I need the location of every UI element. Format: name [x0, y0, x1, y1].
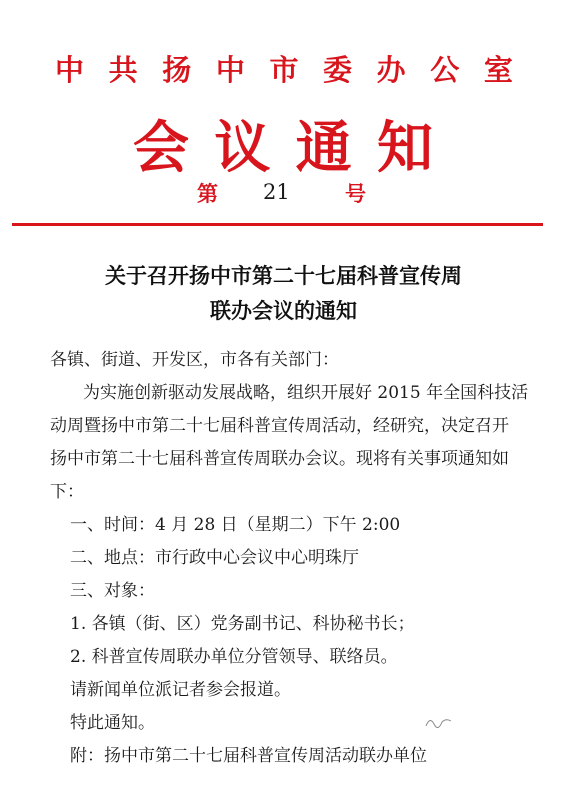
addressee: 各镇、街道、开发区，市各有关部门： — [50, 350, 339, 370]
press-note: 请新闻单位派记者参会报道。 — [70, 680, 291, 700]
title-char: 通 — [295, 115, 352, 181]
doc-number-suffix: 号 — [345, 181, 366, 206]
document-number — [195, 178, 395, 212]
item-time: 一、时间：4 月 28 日（星期二）下午 2:00 — [70, 515, 401, 535]
notice-body — [50, 344, 535, 773]
org-char: 办 — [376, 53, 406, 87]
target-item-2: 2. 科普宣传周联办单位分管领导、联络员。 — [70, 647, 398, 667]
title-char: 议 — [214, 115, 271, 181]
org-char: 公 — [430, 53, 460, 87]
item-place: 二、地点：市行政中心会议中心明珠厅 — [70, 548, 359, 568]
paragraph-line: 为实施创新驱动发展战略，组织开展好 2015 年全国科技活 — [83, 383, 529, 403]
paragraph-line: 下： — [50, 482, 84, 502]
org-char: 中 — [55, 53, 85, 87]
notice-heading-line-2: 联办会议的通知 — [210, 299, 357, 323]
item-target: 三、对象： — [70, 581, 155, 601]
paragraph-line: 扬中市第二十七届科普宣传周联办会议。现将有关事项通知如 — [50, 449, 509, 469]
org-char: 扬 — [162, 53, 192, 87]
doc-number-prefix: 第 — [197, 181, 218, 206]
notice-heading-line-1: 关于召开扬中市第二十七届科普宣传周 — [105, 264, 462, 288]
issuing-organization — [55, 48, 513, 89]
closing-line: 特此通知。 — [70, 713, 155, 733]
org-char: 市 — [269, 53, 299, 87]
doc-number-value: 21 — [263, 180, 290, 204]
org-char: 委 — [323, 53, 353, 87]
title-char: 会 — [133, 115, 189, 181]
red-divider-line — [12, 223, 543, 226]
paragraph-line: 动周暨扬中市第二十七届科普宣传周活动，经研究，决定召开 — [50, 416, 509, 436]
handwritten-mark — [424, 712, 454, 732]
org-char: 中 — [215, 53, 245, 87]
attachment-line: 附：扬中市第二十七届科普宣传周活动联办单位 — [70, 746, 427, 766]
org-char: 室 — [483, 53, 513, 87]
org-char: 共 — [108, 53, 138, 87]
target-item-1: 1. 各镇（街、区）党务副书记、科协秘书长； — [70, 614, 415, 634]
title-char: 知 — [376, 115, 433, 181]
notice-title — [133, 104, 433, 184]
